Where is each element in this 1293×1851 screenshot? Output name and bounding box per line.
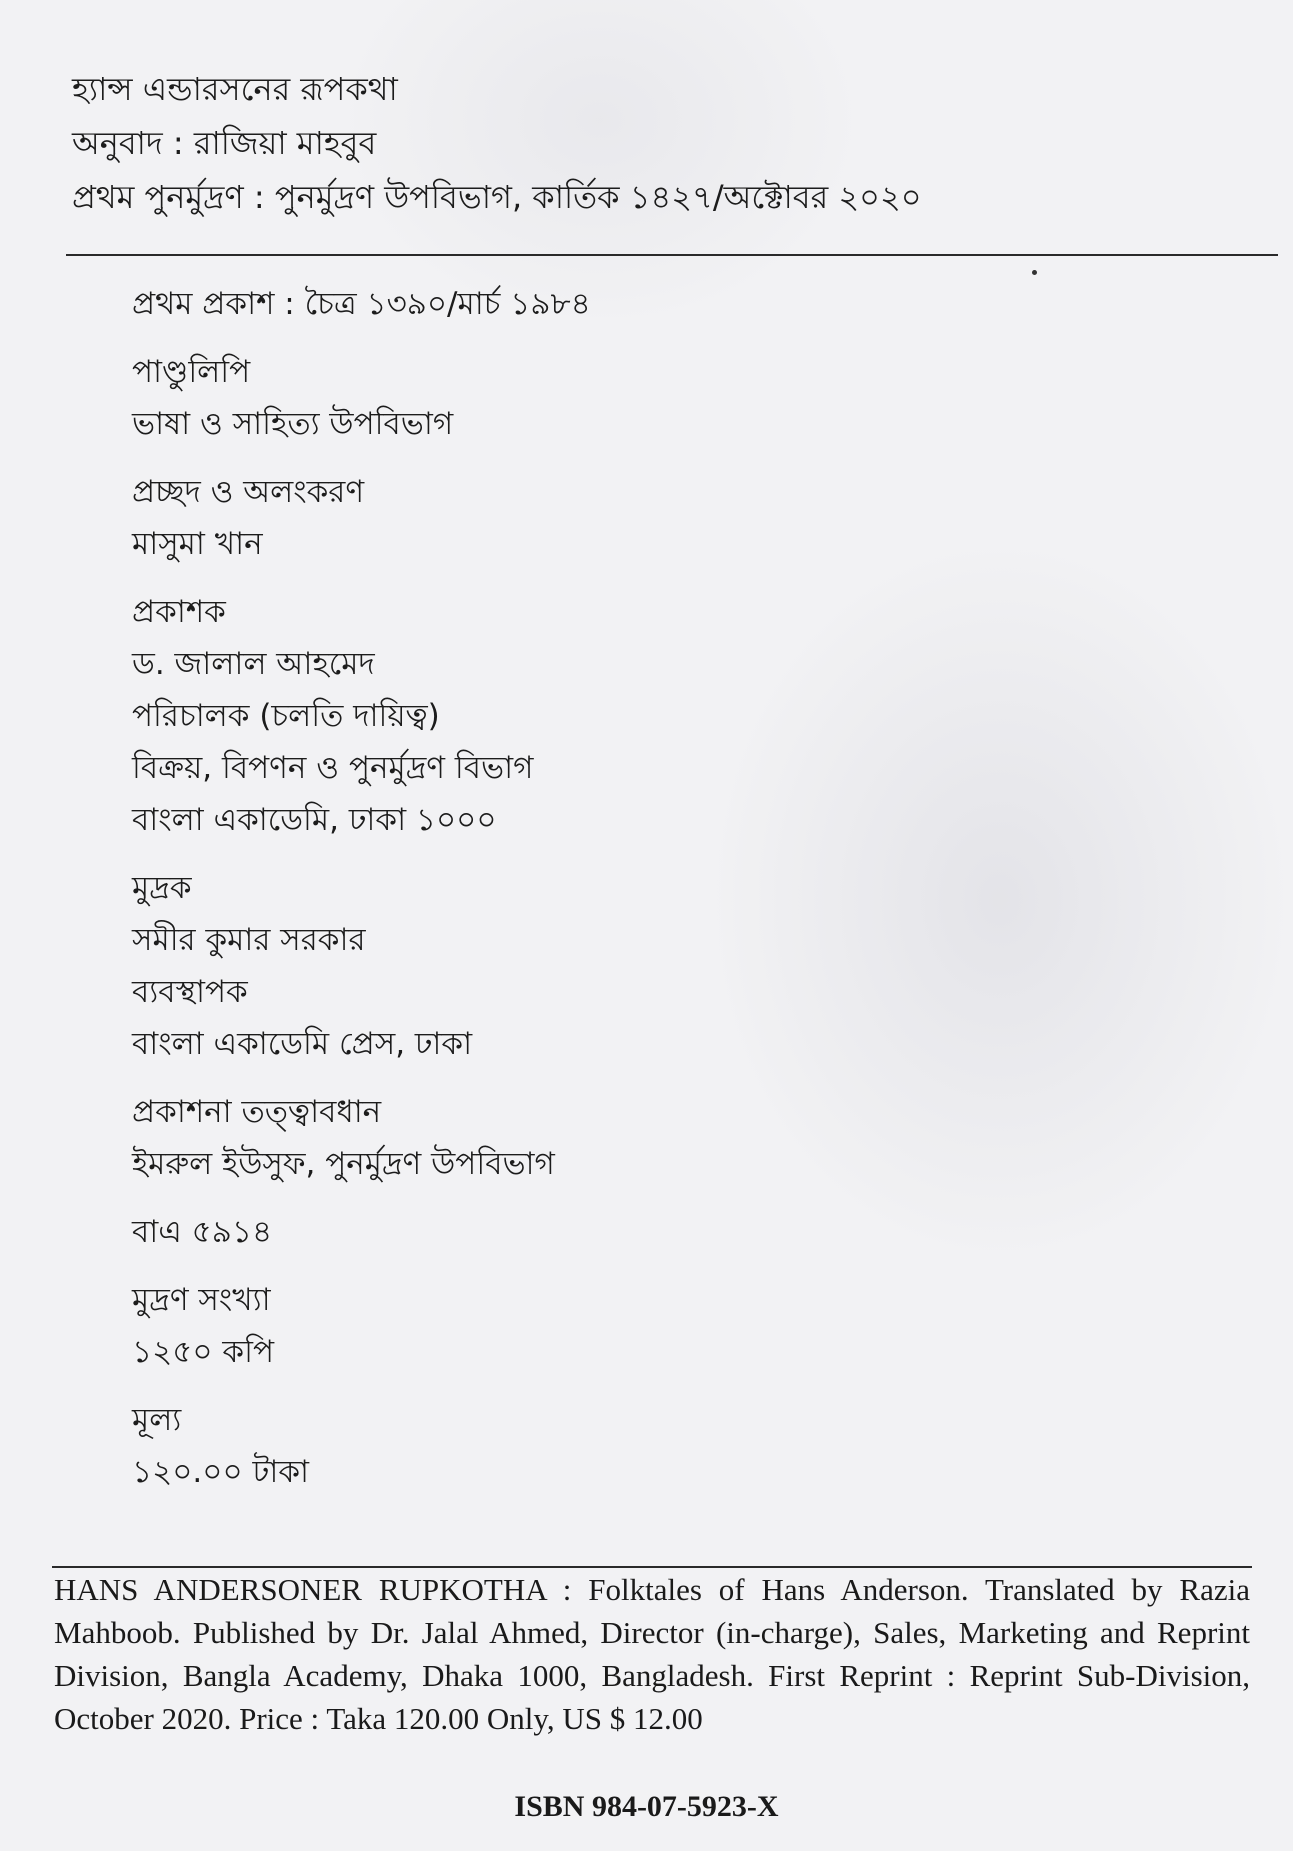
printer-block xyxy=(132,862,1132,1070)
cover-block xyxy=(132,466,1132,570)
printer-label: মুদ্রক xyxy=(132,870,192,906)
cover-label: প্রচ্ছদ ও অলংকরণ xyxy=(132,474,365,510)
english-colophon: HANS ANDERSONER RUPKOTHA : Folktales of Hans Anderson. Translated by Razia Mahboob. Published by Dr. Jalal Ahmed, Director (in-charge), Sales, Marketing and Reprint Division, Bangla Academy, Dhaka 1000, Bangladesh. First Reprint : Reprint Sub-Division, October 2020. Price : Taka 120.00 Only, US $ 12.00 xyxy=(54,1572,1250,1736)
manuscript-block xyxy=(132,346,1132,450)
code-block xyxy=(132,1206,1132,1258)
cover-value: মাসুমা খান xyxy=(132,526,263,562)
translator-line: অনুবাদ : রাজিয়া মাহবুব xyxy=(72,124,377,162)
speck-mark xyxy=(1032,270,1037,275)
manuscript-value: ভাষা ও সাহিত্য উপবিভাগ xyxy=(132,406,454,442)
price-block xyxy=(132,1394,1132,1498)
academy-code: বাএ ৫৯১৪ xyxy=(132,1214,273,1250)
printer-role: ব্যবস্থাপক xyxy=(132,974,248,1010)
first-reprint-line: প্রথম পুনর্মুদ্রণ : পুনর্মুদ্রণ উপবিভাগ, কার্তিক ১৪২৭/অক্টোবর ২০২০ xyxy=(72,178,922,216)
supervision-label: প্রকাশনা তত্ত্বাবধান xyxy=(132,1094,382,1130)
publisher-label: প্রকাশক xyxy=(132,594,226,630)
manuscript-label: পাণ্ডুলিপি xyxy=(132,354,251,390)
first-publication-text: প্রথম প্রকাশ : চৈত্র ১৩৯০/মার্চ ১৯৮৪ xyxy=(132,286,591,322)
book-title: হ্যান্স এন্ডারসনের রূপকথা xyxy=(72,70,398,108)
publisher-name: ড. জালাল আহমেদ xyxy=(132,646,375,682)
publisher-role: পরিচালক (চলতি দায়িত্ব) xyxy=(132,698,440,734)
printer-press: বাংলা একাডেমি প্রেস, ঢাকা xyxy=(132,1026,473,1062)
supervision-value: ইমরুল ইউসুফ, পুনর্মুদ্রণ উপবিভাগ xyxy=(132,1146,555,1182)
isbn-number: ISBN 984-07-5923-X xyxy=(514,1790,779,1823)
printer-name: সমীর কুমার সরকার xyxy=(132,922,366,958)
publisher-address: বাংলা একাডেমি, ঢাকা ১০০০ xyxy=(132,802,497,838)
price-label: মূল্য xyxy=(132,1402,182,1438)
first-publication xyxy=(132,278,1132,330)
print-run-value: ১২৫০ কপি xyxy=(132,1334,274,1370)
print-run-label: মুদ্রণ সংখ্যা xyxy=(132,1282,271,1318)
publisher-division: বিক্রয়, বিপণন ও পুনর্মুদ্রণ বিভাগ xyxy=(132,750,534,786)
imprint-details xyxy=(132,278,1132,1514)
header-divider xyxy=(66,254,1278,256)
publisher-block xyxy=(132,586,1132,846)
imprint-header xyxy=(72,62,1072,224)
print-run-block xyxy=(132,1274,1132,1378)
supervision-block xyxy=(132,1086,1132,1190)
price-value: ১২০.০০ টাকা xyxy=(132,1454,310,1490)
